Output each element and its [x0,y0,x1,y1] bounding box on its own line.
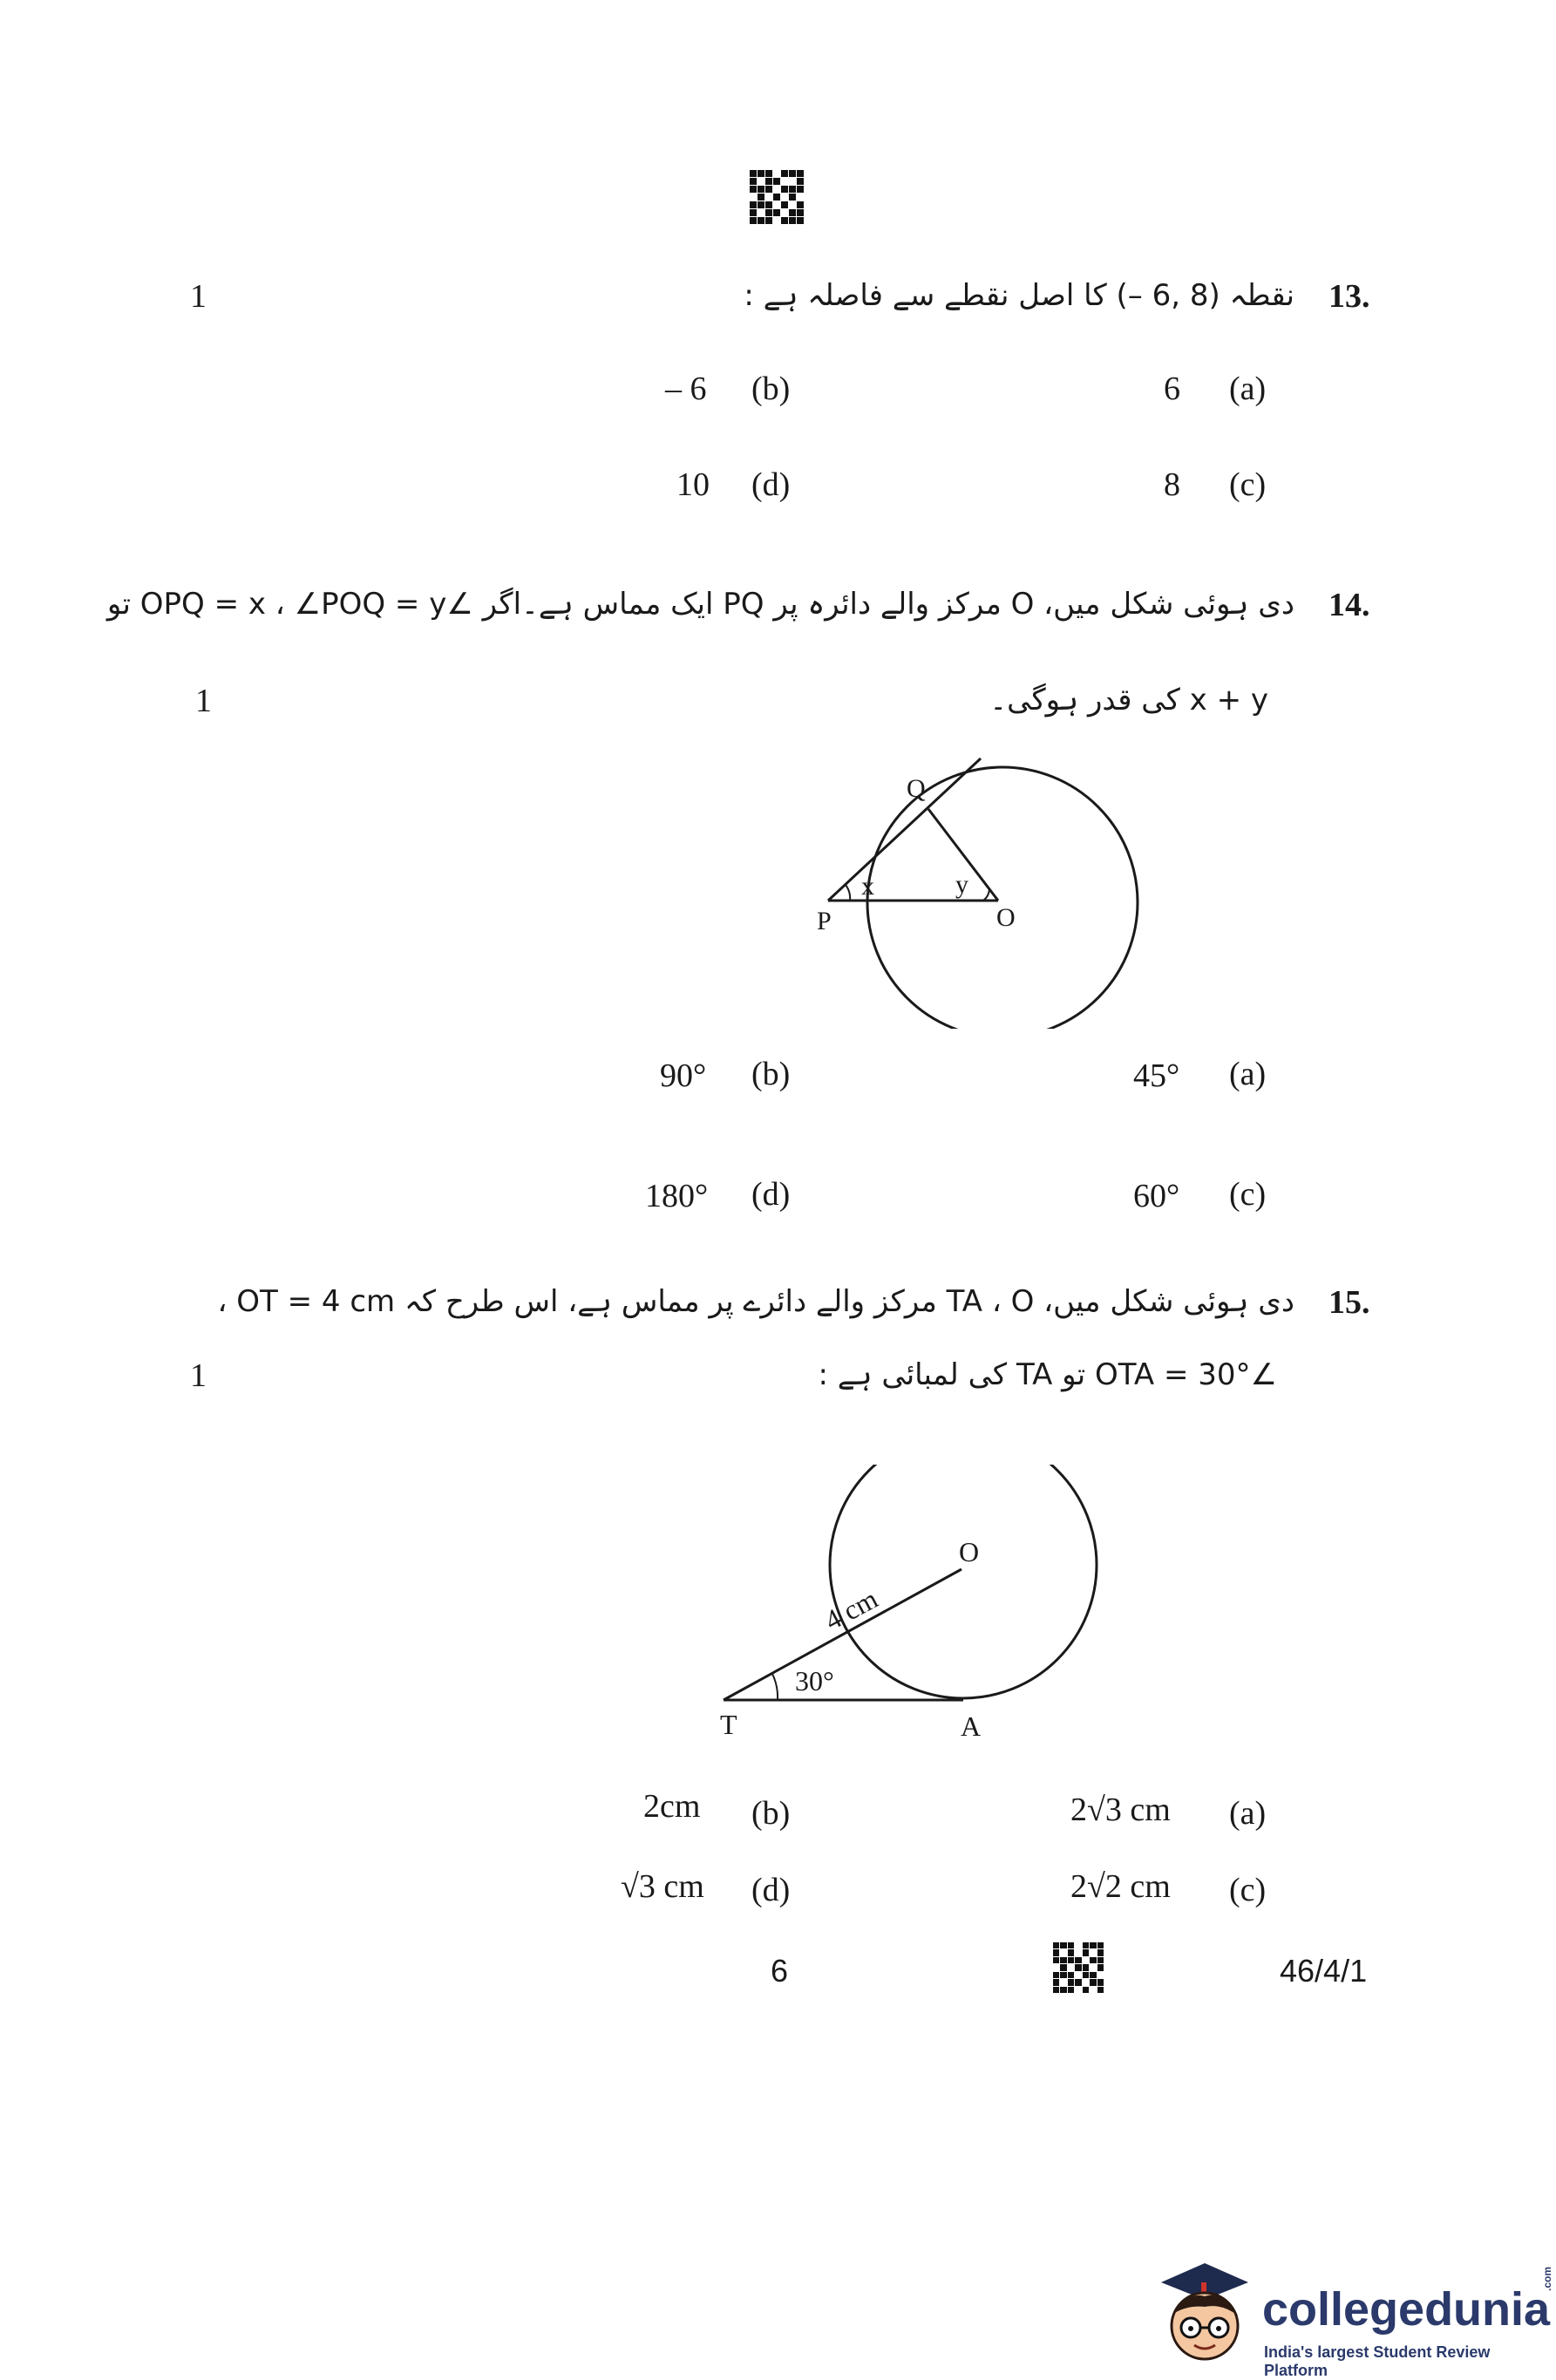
q14-option-c-letter: (c) [1229,1176,1267,1213]
question-13-marks: 1 [190,278,207,315]
question-14-text-line1: دی ہوئی شکل میں، O مرکز والے دائرہ پر PQ ایک مماس ہے۔اگر ∠OPQ = x ، ∠POQ = y تو [106,587,1294,622]
q15-option-a-value: 2√3 cm [1070,1792,1171,1828]
qr-code-footer [1053,1942,1104,1993]
q15-option-b-value: 2cm [643,1788,701,1825]
fig14-label-p: P [817,907,832,935]
q13-option-a-letter: (a) [1229,371,1267,407]
logo-name: collegedunia [1262,2283,1551,2336]
question-14-number: 14. [1328,587,1370,623]
q13-option-c-value: 8 [1164,466,1180,503]
q14-option-b-value: 90° [660,1057,707,1094]
fig14-label-o: O [996,903,1016,932]
q13-option-d-letter: (d) [751,466,791,503]
q15-option-d-value: √3 cm [621,1868,704,1905]
fig14-label-x: x [861,872,874,901]
question-14-marks: 1 [195,683,212,719]
q15-option-b-letter: (b) [751,1795,791,1832]
fig14-label-y: y [955,870,968,899]
question-13-number: 13. [1328,278,1370,315]
collegedunia-mascot-icon [1152,2247,1257,2370]
question-14-text-line2: x + y کی قدر ہوگی۔ [989,683,1268,717]
q13-option-b-letter: (b) [751,371,791,407]
question-15-marks: 1 [190,1357,207,1394]
q15-option-d-letter: (d) [751,1872,791,1908]
q13-option-d-value: 10 [676,466,710,503]
question-15-text-line1: دی ہوئی شکل میں، TA ، O مرکز والے دائرے پر مماس ہے، اس طرح کہ OT = 4 cm ، [217,1284,1294,1319]
q14-option-d-letter: (d) [751,1176,791,1213]
fig14-label-q: Q [907,774,926,803]
q14-option-d-value: 180° [645,1178,709,1214]
q13-option-b-value: – 6 [665,371,707,407]
logo-suffix: .com [1541,2266,1553,2291]
question-13-text: نقطہ (‎– 6, 8‎) کا اصل نقطے سے فاصلہ ہے : [744,278,1294,313]
q15-option-c-letter: (c) [1229,1872,1267,1908]
logo-tagline: India's largest Student Review Platform [1264,2343,1491,2379]
q14-option-b-letter: (b) [751,1056,791,1092]
fig15-label-t: T [720,1709,737,1740]
q15-option-c-value: 2√2 cm [1070,1868,1171,1905]
fig15-label-length: 4 cm [819,1582,883,1636]
question-15-number: 15. [1328,1284,1370,1321]
fig15-label-o: O [959,1536,980,1567]
fig15-label-a: A [961,1710,982,1742]
fig15-label-angle: 30° [795,1665,834,1697]
tangent-circle-figure-15 [715,1465,1107,1726]
qr-code-top [750,170,804,224]
paper-code: 46/4/1 [1280,1953,1368,1989]
q13-option-a-value: 6 [1164,371,1180,407]
page-number: 6 [771,1953,789,1989]
question-15-text-line2: ∠OTA = 30° تو TA کی لمبائی ہے : [818,1357,1277,1392]
q14-option-a-value: 45° [1133,1057,1180,1094]
q14-option-c-value: 60° [1133,1178,1180,1214]
q14-option-a-letter: (a) [1229,1056,1267,1092]
q15-option-a-letter: (a) [1229,1795,1267,1832]
q13-option-c-letter: (c) [1229,466,1267,503]
